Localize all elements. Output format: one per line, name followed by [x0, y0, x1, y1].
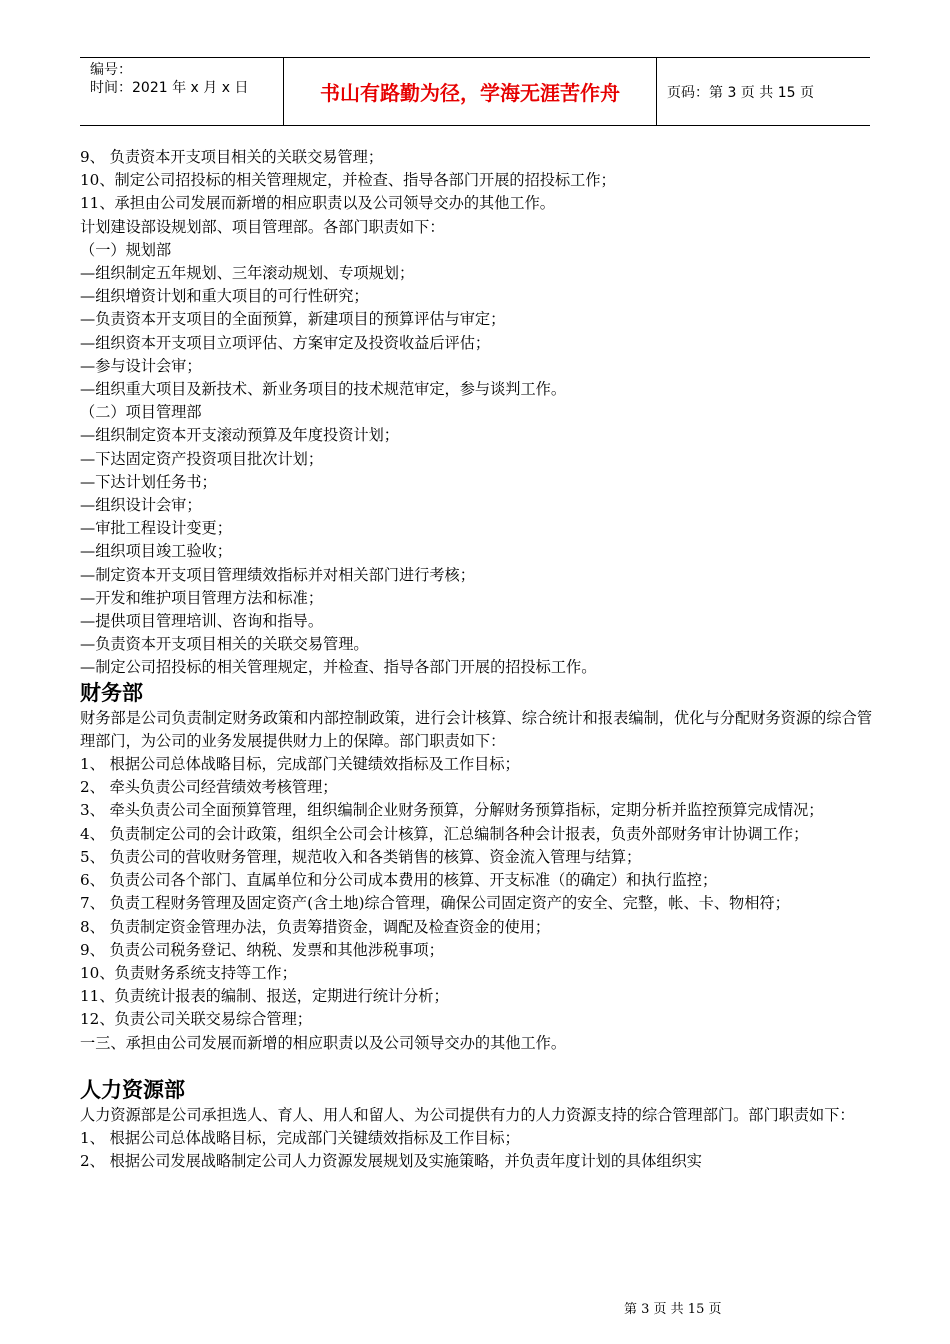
list-item: 6、 负责公司各个部门、直属单位和分公司成本费用的核算、开支标准（的确定）和执行监控； — [80, 871, 718, 890]
text-line: —组织重大项目及新技术、新业务项目的技术规范审定，参与谈判工作。 — [80, 380, 566, 399]
text-line: —参与设计会审； — [80, 356, 202, 375]
text-line: 9、 负责资本开支项目相关的关联交易管理； — [80, 148, 384, 166]
text-line: （二）项目管理部 — [80, 403, 202, 422]
text-line: —下达计划任务书； — [80, 472, 217, 491]
planning-section — [80, 146, 872, 680]
text-line: （一）规划部 — [80, 240, 172, 259]
list-item: 10、负责财务系统支持等工作； — [80, 963, 297, 982]
text-line: —组织制定资本开支滚动预算及年度投资计划； — [80, 426, 399, 445]
text-line: —制定资本开支项目管理绩效指标并对相关部门进行考核； — [80, 565, 475, 584]
text-line: 10、制定公司招投标的相关管理规定，并检查、指导各部门开展的招投标工作； — [80, 171, 616, 190]
text-line: —制定公司招投标的相关管理规定，并检查、指导各部门开展的招投标工作。 — [80, 658, 597, 677]
list-item: 12、负责公司关联交易综合管理； — [80, 1010, 312, 1029]
section-spacer — [80, 1055, 872, 1077]
page-footer: 第 3 页 共 15 页 — [624, 1302, 722, 1317]
section-intro: 财务部是公司负责制定财务政策和内部控制政策，进行会计核算、综合统计和报表编制，优化与分配财务资源的综合管理部门，为公司的业务发展提供财力上的保障。部门职责如下： — [80, 708, 872, 750]
list-item: 2、 牵头负责公司经营绩效考核管理； — [80, 778, 338, 797]
date-label: 时间：2021 年 x 月 x 日 — [90, 80, 249, 96]
text-line: —提供项目管理培训、咨询和指导。 — [80, 612, 323, 631]
text-line: —负责资本开支项目相关的关联交易管理。 — [80, 635, 369, 654]
text-line: —审批工程设计变更； — [80, 519, 232, 538]
list-item: 一三、承担由公司发展而新增的相应职责以及公司领导交办的其他工作。 — [80, 1033, 566, 1052]
list-item: 1、 根据公司总体战略目标，完成部门关键绩效指标及工作目标； — [80, 1128, 520, 1147]
text-line: —组织增资计划和重大项目的可行性研究； — [80, 287, 369, 306]
text-line: —开发和维护项目管理方法和标准； — [80, 588, 323, 607]
header-meta — [80, 58, 284, 125]
text-line: —组织设计会审； — [80, 496, 202, 515]
header-motto: 书山有路勤为径，学海无涯苦作舟 — [284, 58, 657, 125]
text-line: —组织资本开支项目立项评估、方案审定及投资收益后评估； — [80, 333, 491, 352]
text-line: 计划建设部设规划部、项目管理部。各部门职责如下： — [80, 217, 445, 236]
text-line: 11、承担由公司发展而新增的相应职责以及公司领导交办的其他工作。 — [80, 194, 555, 213]
serial-label: 编号： — [90, 62, 132, 78]
list-item: 5、 负责公司的营收财务管理，规范收入和各类销售的核算、资金流入管理与结算； — [80, 847, 642, 866]
text-line: —组织项目竣工验收； — [80, 542, 232, 561]
finance-section — [80, 680, 872, 1055]
list-item: 8、 负责制定资金管理办法，负责筹措资金，调配及检查资金的使用； — [80, 917, 551, 936]
text-line: —下达固定资产投资项目批次计划； — [80, 449, 323, 468]
list-item: 3、 牵头负责公司全面预算管理，组织编制企业财务预算，分解财务预算指标，定期分析并监控预算完成情况； — [80, 801, 824, 820]
section-heading: 人力资源部 — [80, 1077, 185, 1102]
list-item: 4、 负责制定公司的会计政策，组织全公司会计核算，汇总编制各种会计报表，负责外部财务审计协调工作； — [80, 824, 809, 843]
header-page-number: 页码：第 3 页 共 15 页 — [667, 84, 814, 101]
section-heading: 财务部 — [80, 680, 143, 705]
page-header — [80, 57, 870, 126]
list-item: 1、 根据公司总体战略目标，完成部门关键绩效指标及工作目标； — [80, 755, 520, 774]
text-line: —负责资本开支项目的全面预算，新建项目的预算评估与审定； — [80, 310, 506, 329]
text-line: —组织制定五年规划、三年滚动规划、专项规划； — [80, 264, 415, 283]
list-item: 11、负责统计报表的编制、报送，定期进行统计分析； — [80, 987, 449, 1006]
section-intro: 人力资源部是公司承担选人、育人、用人和留人、为公司提供有力的人力资源支持的综合管理部门。部门职责如下： — [80, 1105, 855, 1124]
hr-section — [80, 1077, 872, 1174]
document-body — [80, 146, 872, 1173]
list-item: 9、 负责公司税务登记、纳税、发票和其他涉税事项； — [80, 940, 444, 959]
list-item: 7、 负责工程财务管理及固定资产(含土地)综合管理，确保公司固定资产的安全、完整，帐、卡、物相符； — [80, 894, 790, 913]
list-item: 2、 根据公司发展战略制定公司人力资源发展规划及实施策略，并负责年度计划的具体组织实 — [80, 1152, 702, 1171]
